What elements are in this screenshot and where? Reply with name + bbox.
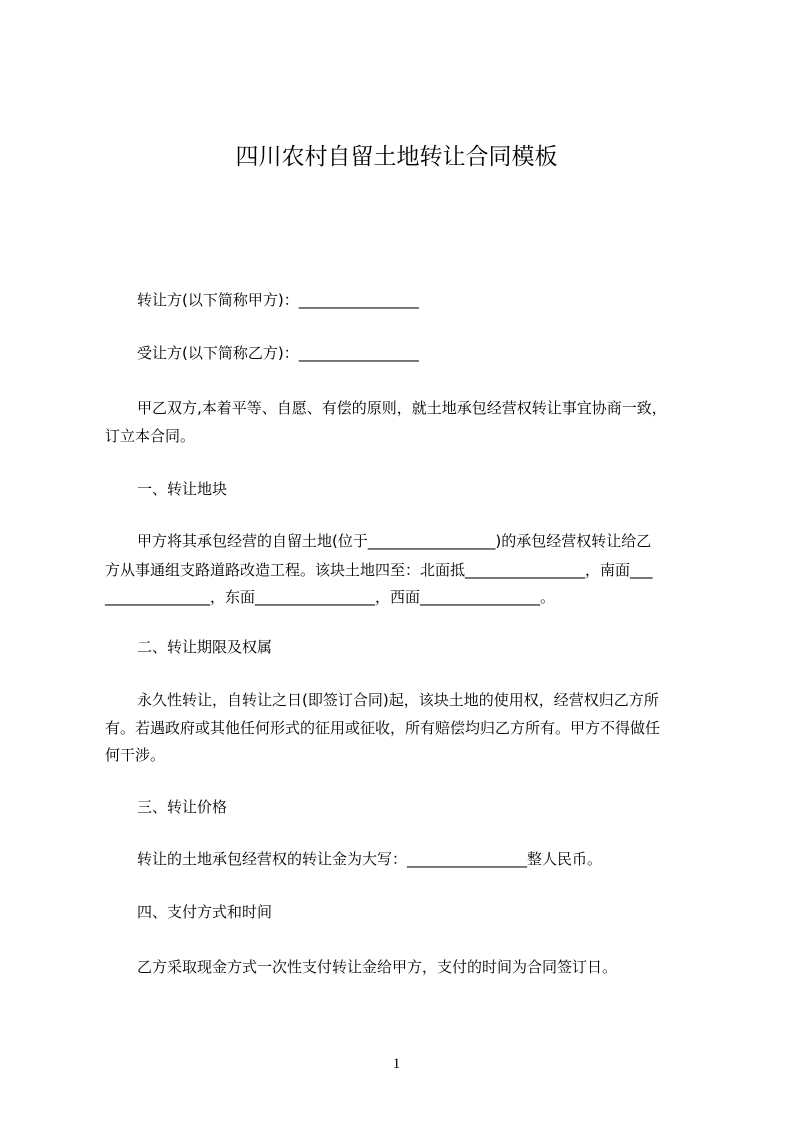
section-3-line-1: 转让的土地承包经营权的转让金为大写：________________整人民币。 (137, 850, 603, 868)
preamble-line-1: 甲乙双方,本着平等、自愿、有偿的原则，就土地承包经营权转让事宜协商一致， (137, 399, 667, 417)
section-2-heading: 二、转让期限及权属 (137, 638, 273, 656)
section-4-line-1: 乙方采取现金方式一次性支付转让金给甲方，支付的时间为合同签订日。 (137, 958, 618, 976)
section-2-line-2: 有。若遇政府或其他任何形式的征用或征收，所有赔偿均归乙方所有。甲方不得做任 (105, 719, 661, 737)
transferor-line: 转让方(以下简称甲方)：________________ (137, 291, 419, 309)
preamble-line-2: 订立本合同。 (105, 427, 196, 445)
document-title: 四川农村自留土地转让合同模板 (235, 144, 558, 170)
section-2-line-1: 永久性转让，自转让之日(即签订合同)起，该块土地的使用权，经营权归乙方所 (137, 691, 659, 709)
section-4-heading: 四、支付方式和时间 (137, 903, 273, 921)
page-number: 1 (392, 1056, 401, 1072)
section-1-heading: 一、转让地块 (137, 480, 228, 498)
section-1-line-3: ______________，东面________________，西面________________。 (105, 588, 556, 606)
transferee-line: 受让方(以下简称乙方)：________________ (137, 344, 419, 362)
section-3-heading: 三、转让价格 (137, 798, 228, 816)
section-2-line-3: 何干涉。 (105, 746, 166, 764)
section-1-line-1: 甲方将其承包经营的自留土地(位于_________________)的承包经营权转让给乙 (137, 532, 652, 550)
section-1-line-2: 方从事通组支路道路改造工程。该块土地四至：北面抵________________，南面___ (105, 561, 653, 579)
